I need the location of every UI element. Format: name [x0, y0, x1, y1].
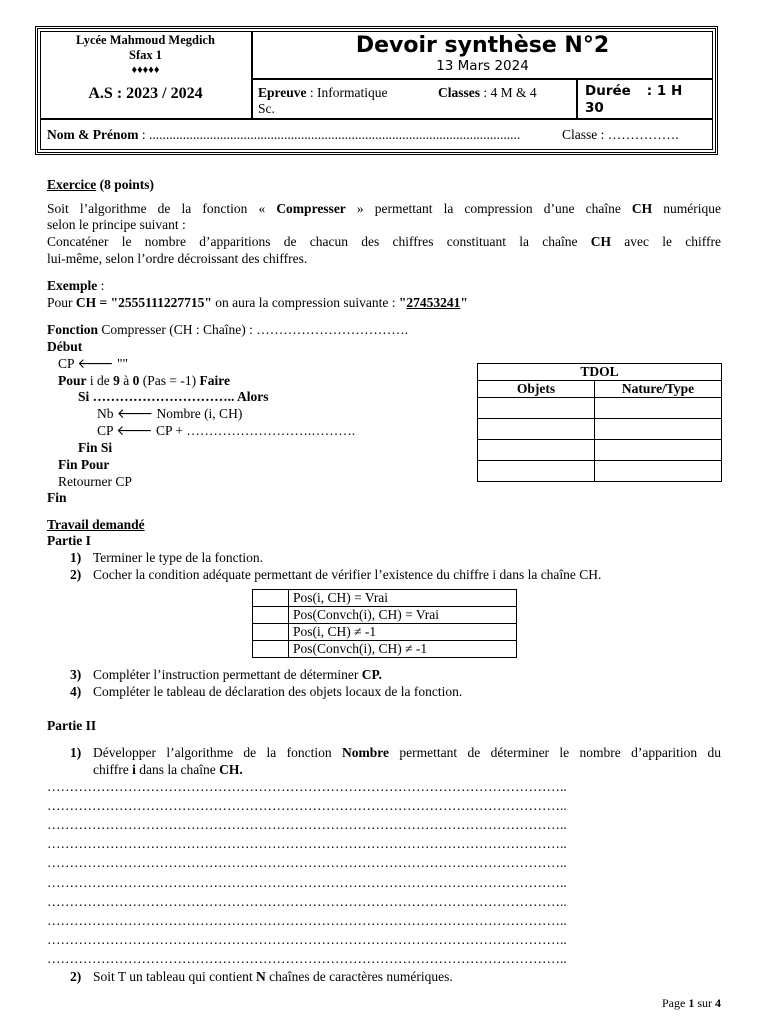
algo-finpour: Fin Pour [58, 457, 110, 472]
header-divider-mid [251, 78, 713, 80]
tdol-cell[interactable] [595, 461, 722, 482]
p2q2-number: 2) [70, 969, 82, 984]
diamond-ornament: ♦♦♦♦♦ [131, 64, 160, 76]
classes-label: Classes [438, 85, 481, 100]
q4-text: Compléter le tableau de déclaration des objets locaux de la fonction. [93, 684, 463, 699]
duree-value: : 1 H [646, 83, 683, 99]
answer-line[interactable]: …………………………………………………………………………………………………….. [47, 779, 567, 794]
exercise-paragraph-2b: lui-même, selon l’ordre décroissant des chiffres. [47, 251, 308, 266]
p2q2-text: Soit T un tableau qui contient N chaînes de caractères numériques. [93, 969, 453, 984]
algo-nb-line: Nb 🡐 Nombre (i, CH) [97, 406, 243, 421]
school-year: A.S : 2023 / 2024 [88, 85, 203, 102]
q3-text: Compléter l’instruction permettant de déterminer CP. [93, 667, 382, 682]
q3-number: 3) [70, 667, 82, 682]
travail-title: Travail demandé [47, 517, 145, 532]
epreuve-value: : Informatique [306, 85, 388, 100]
algo-init-cp: CP 🡐 "" [58, 356, 128, 371]
epreuve-value-2: Sc. [258, 101, 275, 116]
answer-line[interactable]: …………………………………………………………………………………………………….. [47, 836, 567, 851]
condition-options-table [252, 589, 517, 658]
epreuve-label: Epreuve [258, 85, 307, 100]
exercise-heading [47, 176, 154, 193]
algo-debut: Début [47, 339, 83, 354]
nom-label: Nom & Prénom [47, 127, 139, 142]
classes-value: : 4 M & 4 [480, 85, 537, 100]
page-title: Devoir synthèse N°2 [355, 33, 610, 58]
option-label: Pos(i, CH) = Vrai [289, 590, 517, 607]
header-divider-right [576, 79, 578, 119]
example-line: Pour CH = "2555111227715" on aura la compression suivante : "27453241" [47, 295, 468, 310]
option-label: Pos(i, CH) ≠ -1 [289, 624, 517, 641]
tdol-col-objets: Objets [478, 381, 595, 398]
q1-text: Terminer le type de la fonction. [93, 550, 263, 565]
nom-dots: : .............................................................................................................. [138, 127, 521, 142]
classes-line [438, 84, 537, 101]
tdol-cell[interactable] [595, 419, 722, 440]
partie2-title: Partie II [47, 718, 97, 733]
exam-date: 13 Mars 2024 [436, 58, 529, 74]
algo-finsi: Fin Si [78, 440, 113, 455]
tdol-cell[interactable] [478, 461, 595, 482]
tdol-title: TDOL [478, 364, 722, 381]
algo-fin: Fin [47, 490, 67, 505]
algo-si-line[interactable]: Si ………………………….. Alors [78, 389, 269, 404]
student-name-field[interactable] [47, 126, 520, 143]
partie1-title: Partie I [47, 533, 91, 548]
p2q1-text-line2: chiffre i dans la chaîne CH. [93, 762, 243, 777]
option-checkbox[interactable] [253, 624, 289, 641]
q2-number: 2) [70, 567, 82, 582]
duree-line [585, 83, 682, 100]
example-heading: Exemple : [47, 278, 105, 293]
exercise-paragraph-1a: Soit l’algorithme de la fonction « Compresser » permettant la compression d’une chaîne CH numérique [47, 201, 722, 216]
q1-number: 1) [70, 550, 82, 565]
exercise-paragraph-1b: selon le principe suivant : [47, 217, 186, 232]
p2q1-text-line1: Développer l’algorithme de la fonction Nombre permettant de déterminer le nombre d’apparition du [93, 745, 721, 760]
option-label: Pos(Convch(i), CH) ≠ -1 [289, 641, 517, 658]
answer-line[interactable]: …………………………………………………………………………………………………….. [47, 951, 567, 966]
duree-value-2: 30 [585, 100, 604, 116]
algo-fonction-line: Fonction Compresser (CH : Chaîne) : ……………………………. [47, 322, 409, 337]
answer-line[interactable]: …………………………………………………………………………………………………….. [47, 894, 567, 909]
option-checkbox[interactable] [253, 607, 289, 624]
page-number: Page 1 sur 4 [662, 996, 721, 1010]
option-checkbox[interactable] [253, 641, 289, 658]
algo-pour-line: Pour i de 9 à 0 (Pas = -1) Faire [58, 373, 230, 388]
exercise-title: Exercice [47, 177, 97, 192]
algo-cp-line[interactable]: CP 🡐 CP + ……………………….………. [97, 423, 356, 438]
exercise-paragraph-2a: Concaténer le nombre d’apparitions de chacun des chiffres constituant la chaîne CH avec le chiffre [47, 234, 721, 249]
answer-line[interactable]: …………………………………………………………………………………………………….. [47, 817, 567, 832]
epreuve-line [258, 84, 388, 101]
option-label: Pos(Convch(i), CH) = Vrai [289, 607, 517, 624]
answer-line[interactable]: …………………………………………………………………………………………………….. [47, 875, 567, 890]
student-class-field[interactable]: Classe : ……………. [562, 127, 679, 142]
header-divider-bottom [40, 118, 713, 120]
tdol-cell[interactable] [595, 398, 722, 419]
tdol-cell[interactable] [478, 440, 595, 461]
answer-line[interactable]: …………………………………………………………………………………………………….. [47, 798, 567, 813]
exercise-points: (8 points) [96, 177, 154, 192]
tdol-col-type: Nature/Type [595, 381, 722, 398]
answer-line[interactable]: …………………………………………………………………………………………………….. [47, 855, 567, 870]
p2q1-number: 1) [70, 745, 82, 760]
school-city: Sfax 1 [129, 48, 162, 62]
algo-retour: Retourner CP [58, 474, 132, 489]
tdol-cell[interactable] [478, 419, 595, 440]
school-name: Lycée Mahmoud Megdich [76, 33, 215, 47]
answer-line[interactable]: …………………………………………………………………………………………………….. [47, 913, 567, 928]
tdol-table [477, 363, 722, 482]
tdol-cell[interactable] [478, 398, 595, 419]
answer-line[interactable]: …………………………………………………………………………………………………….. [47, 932, 567, 947]
option-checkbox[interactable] [253, 590, 289, 607]
tdol-cell[interactable] [595, 440, 722, 461]
duree-label: Durée [585, 83, 631, 99]
q2-text: Cocher la condition adéquate permettant de vérifier l’existence du chiffre i dans la chaîne CH. [93, 567, 602, 582]
q4-number: 4) [70, 684, 82, 699]
